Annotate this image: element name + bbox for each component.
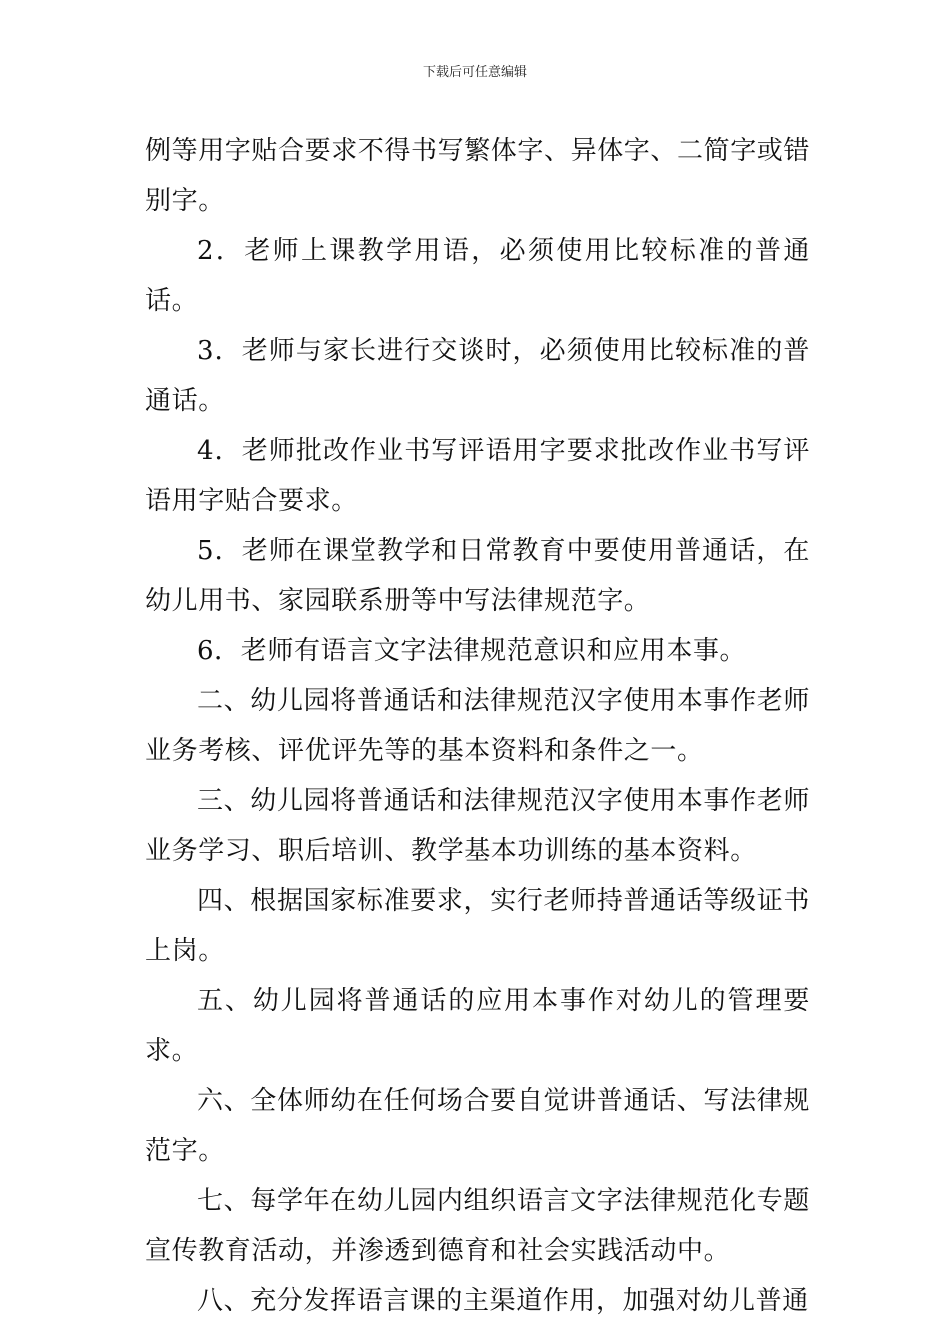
paragraph-7: 二、幼儿园将普通话和法律规范汉字使用本事作老师业务考核、评优评先等的基本资料和条件之一。 — [145, 686, 810, 766]
paragraph-8: 三、幼儿园将普通话和法律规范汉字使用本事作老师业务学习、职后培训、教学基本功训练的基本资料。 — [145, 786, 810, 866]
paragraph-1: 例等用字贴合要求不得书写繁体字、异体字、二简字或错别字。 — [145, 136, 811, 216]
paragraph-10: 五、幼儿园将普通话的应用本事作对幼儿的管理要求。 — [145, 986, 810, 1066]
paragraph-9: 四、根据国家标准要求，实行老师持普通话等级证书上岗。 — [145, 886, 810, 966]
paragraph-6: 6．老师有语言文字法律规范意识和应用本事。 — [197, 636, 747, 666]
page-header-note: 下载后可任意编辑 — [422, 65, 527, 80]
paragraph-5: 5．老师在课堂教学和日常教育中要使用普通话，在幼儿用书、家园联系册等中写法律规范字。 — [145, 536, 810, 616]
document-body — [145, 126, 810, 1326]
paragraph-12: 七、每学年在幼儿园内组织语言文字法律规范化专题宣传教育活动，并渗透到德育和社会实践活动中。 — [145, 1186, 810, 1266]
paragraph-4: 4．老师批改作业书写评语用字要求批改作业书写评语用字贴合要求。 — [145, 436, 810, 516]
paragraph-11: 六、全体师幼在任何场合要自觉讲普通话、写法律规范字。 — [145, 1086, 810, 1166]
paragraph-2: 2．老师上课教学用语，必须使用比较标准的普通话。 — [145, 236, 810, 316]
paragraph-13: 八、充分发挥语言课的主渠道作用，加强对幼儿普通 — [197, 1286, 809, 1316]
paragraph-3: 3．老师与家长进行交谈时，必须使用比较标准的普通话。 — [145, 336, 810, 416]
